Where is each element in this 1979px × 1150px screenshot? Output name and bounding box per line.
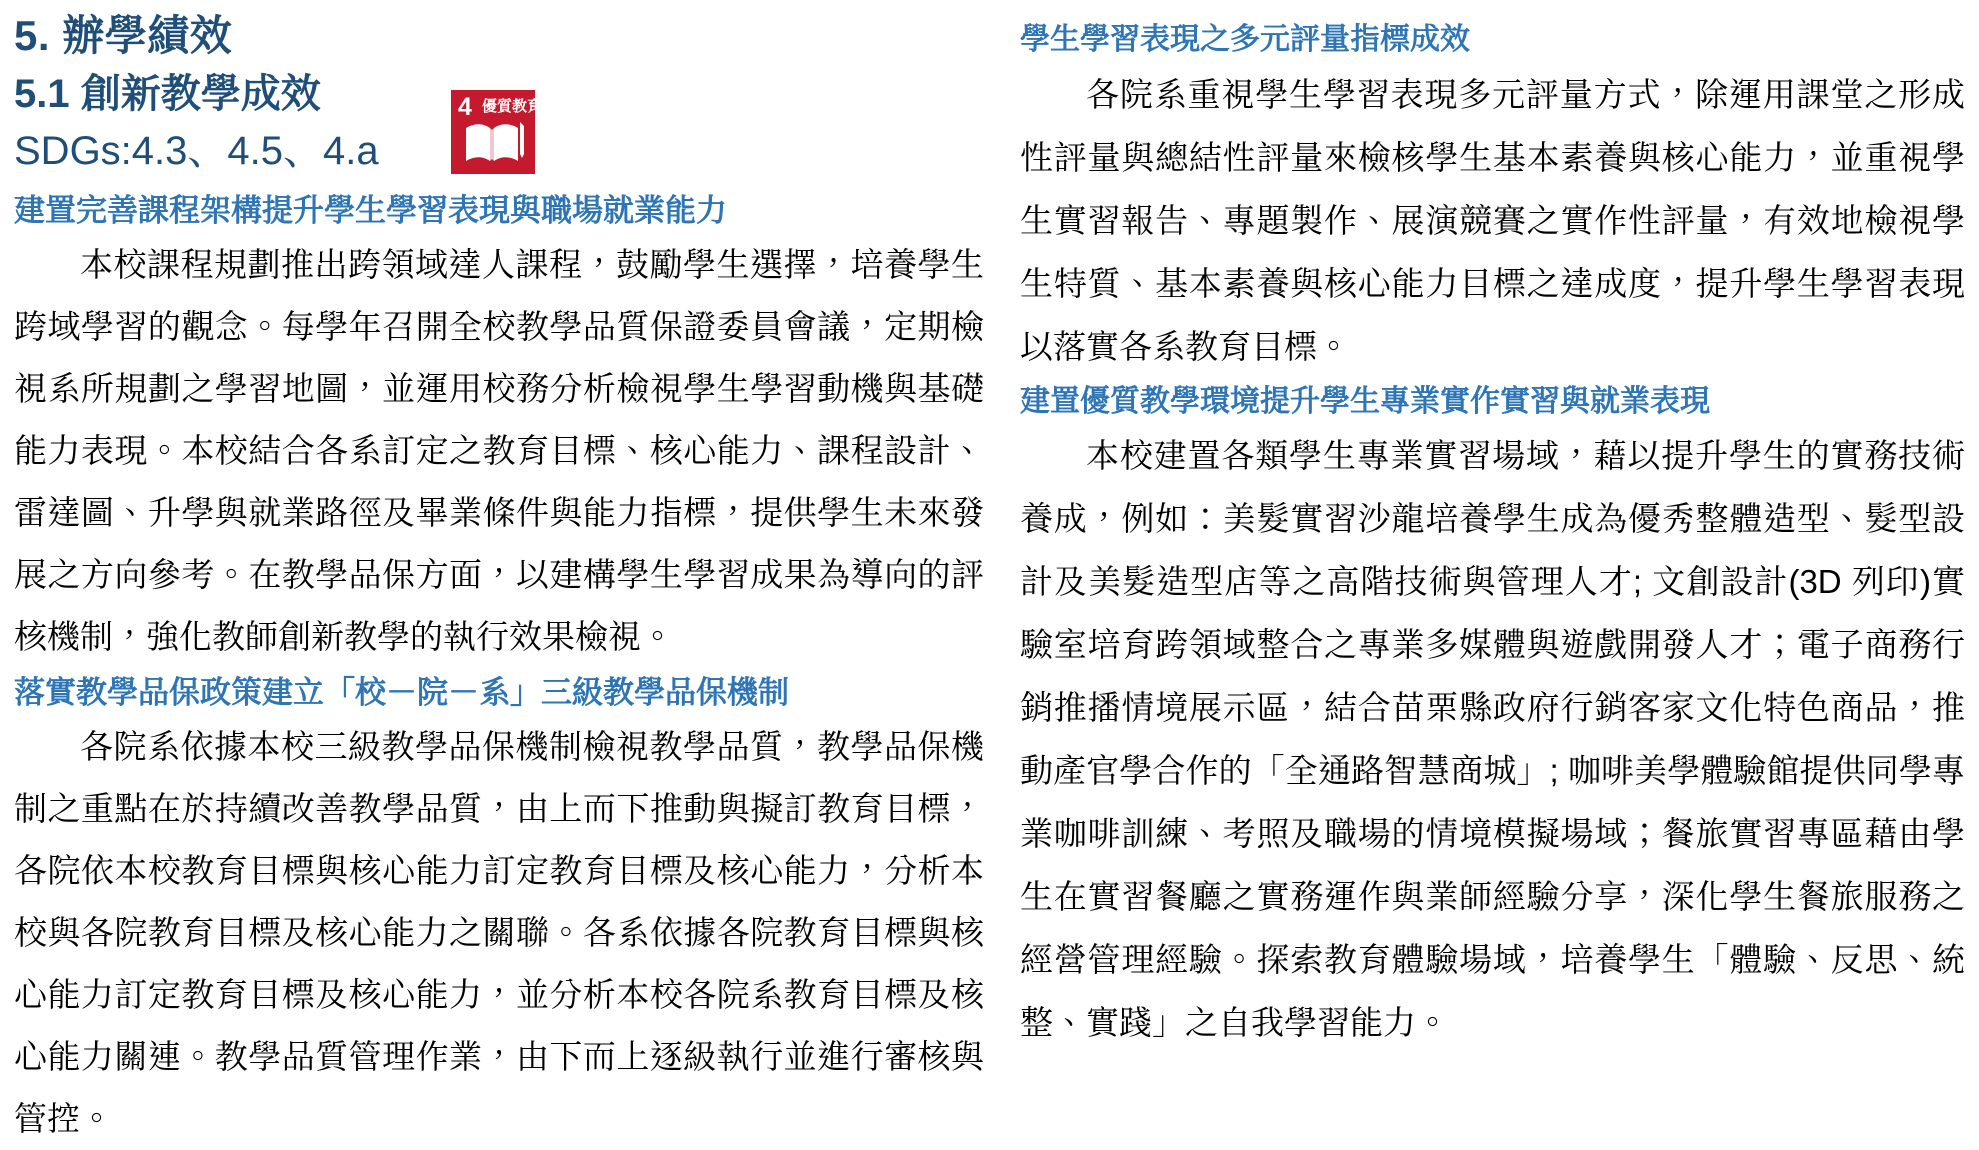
subsection-title: 5.1 創新教學成效 [14, 72, 321, 117]
right-subheading-1: 學生學習表現之多元評量指標成效 [1020, 23, 1470, 56]
left-paragraph-2: 各院系依據本校三級教學品保機制檢視教學品質，教學品保機制之重點在於持續改善教學品質，由上而下推動與擬訂教育目標，各院依本校教育目標與核心能力訂定教育目標及核心能力，分析本校與各院教育目標及核心能力之關聯。各系依據各院教育目標與核心能力訂定教育目標及核心能力，並分析本校各院系教育目標及核心能力關連。教學品質管理作業，由下而上逐級執行並進行審核與管控。 [14, 727, 984, 1137]
left-subheading-2: 落實教學品保政策建立「校－院－系」三級教學品保機制 [14, 675, 789, 711]
sdg-badge-number: 4 [458, 93, 472, 121]
right-column [1020, 0, 1965, 1054]
right-subheading-2: 建置優質教學環境提升學生專業實作實習與就業表現 [1020, 384, 1710, 418]
right-paragraph-2: 本校建置各類學生專業實習場域，藉以提升學生的實務技術養成，例如：美髮實習沙龍培養學生成為優秀整體造型、髮型設計及美髮造型店等之高階技術與管理人才; 文創設計(3D 列印)實驗室培育跨領域整合之專業多媒體與遊戲開發人才；電子商務行銷推播情境展示區，結合苗栗縣政府行銷客家文化特色商品，推動產官學合作的「全通路智慧商城」; 咖啡美學體驗館提供同學專業咖啡訓練、考照及職場的情境模擬場域；餐旅實習專區藉由學生在實習餐廳之實務運作與業師經驗分享，深化學生餐旅服務之經營管理經驗。探索教育體驗場域，培養學生「體驗、反思、統整、實踐」之自我學習能力。 [1020, 437, 1965, 1041]
left-paragraph-1: 本校課程規劃推出跨領域達人課程，鼓勵學生選擇，培養學生跨域學習的觀念。每學年召開全校教學品質保證委員會議，定期檢視系所規劃之學習地圖，並運用校務分析檢視學生學習動機與基礎能力表現。本校結合各系訂定之教育目標、核心能力、課程設計、雷達圖、升學與就業路徑及畢業條件與能力指標，提供學生未來發展之方向參考。在教學品保方面，以建構學生學習成果為導向的評核機制，強化教師創新教學的執行效果檢視。 [14, 246, 984, 656]
open-book-with-pencil-icon [464, 121, 524, 167]
sdgs-reference-line: SDGs:4.3、4.5、4.a [14, 129, 379, 174]
section-title: 5. 辦學績效 [14, 12, 233, 59]
left-column [14, 0, 984, 1150]
section-header-block [14, 12, 984, 176]
sdg-badge-label: 優質教育 [482, 98, 543, 115]
left-subheading-1: 建置完善課程架構提升學生學習表現與職場就業能力 [14, 193, 727, 229]
right-paragraph-1: 各院系重視學生學習表現多元評量方式，除運用課堂之形成性評量與總結性評量來檢核學生基本素養與核心能力，並重視學生實習報告、專題製作、展演競賽之實作性評量，有效地檢視學生特質、基本素養與核心能力目標之達成度，提升學生學習表現以落實各系教育目標。 [1020, 75, 1965, 365]
sdg-4-badge [451, 90, 543, 174]
